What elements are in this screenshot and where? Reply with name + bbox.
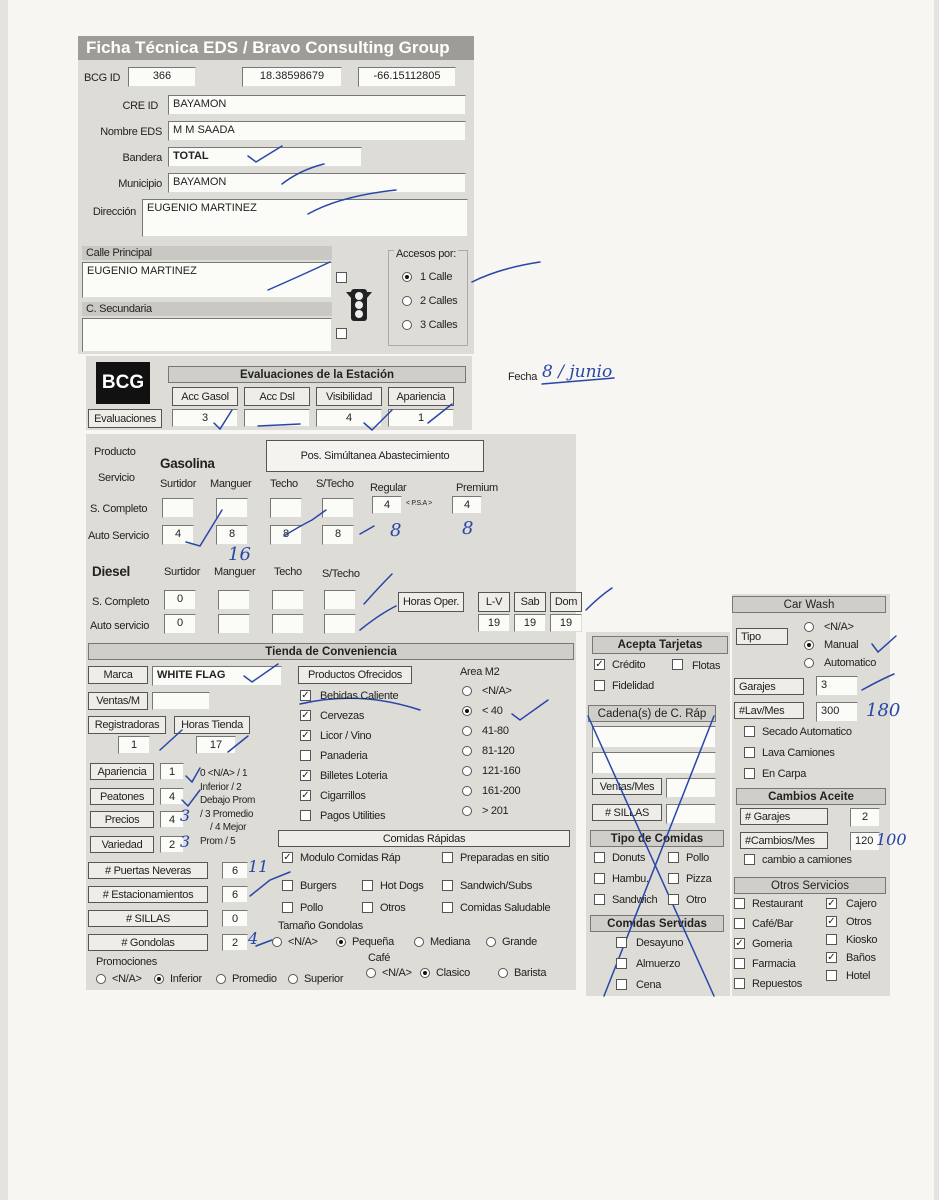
- cambios-mes-field[interactable]: 120: [850, 832, 880, 851]
- eval-acc-gasol-field[interactable]: 3: [172, 409, 238, 427]
- calle-principal-checkbox[interactable]: [336, 272, 347, 283]
- form-title: Ficha Técnica EDS / Bravo Consulting Group: [78, 36, 474, 60]
- nombre-eds-field[interactable]: M M SAADA: [168, 121, 466, 141]
- horas-sab-field[interactable]: 19: [514, 614, 546, 632]
- gasolina-title: Gasolina: [160, 456, 215, 471]
- producto-cervezas-checkbox[interactable]: ✓: [301, 710, 310, 721]
- traffic-light-icon: [346, 288, 372, 322]
- dsl-col-s-techo: S/Techo: [322, 568, 360, 580]
- car-wash-tipo-label: Tipo: [736, 628, 788, 645]
- producto-panaderia-label: Panaderia: [320, 750, 368, 762]
- otros-hotel-label: Hotel: [846, 970, 871, 982]
- acceso-3-radio[interactable]: [402, 320, 412, 330]
- cafe-option-label: <N/A>: [382, 967, 412, 979]
- otros-kiosko-label: Kiosko: [846, 934, 878, 946]
- cafe-option-label: Barista: [514, 967, 547, 979]
- precios-field[interactable]: 4: [160, 811, 184, 828]
- gas-col-manguer: Manguer: [210, 478, 252, 490]
- lava-camiones-checkbox[interactable]: [744, 747, 755, 758]
- gas-hw-premium: 8: [462, 518, 474, 539]
- gas-col-techo: Techo: [270, 478, 298, 490]
- tipo-otro-checkbox[interactable]: [668, 894, 679, 905]
- gondolas-field[interactable]: 2: [222, 934, 248, 951]
- comida-sandwich-subs-checkbox[interactable]: [442, 880, 453, 891]
- aceite-garajes-label: # Garajes: [740, 808, 828, 825]
- eval-visibilidad-field[interactable]: 4: [316, 409, 382, 427]
- producto-pagos-utilities-checkbox[interactable]: [300, 810, 311, 821]
- otros-kiosko-checkbox[interactable]: [826, 934, 837, 945]
- tipo-pizza-checkbox[interactable]: [668, 873, 679, 884]
- dsl-col-surtidor: Surtidor: [164, 566, 201, 578]
- ventas-m-field[interactable]: [152, 692, 210, 710]
- producto-cigarrillos-label: Cigarrillos: [320, 790, 366, 802]
- gondola-size-peque-a-radio[interactable]: [336, 937, 346, 947]
- promocion-label: Inferior: [170, 973, 202, 985]
- acepta-tarjetas-title: Acepta Tarjetas: [592, 636, 728, 654]
- comida-comidas-saludable-label: Comidas Saludable: [460, 902, 551, 914]
- horas-lv-field[interactable]: 19: [478, 614, 510, 632]
- gas-col-s-techo: S/Techo: [316, 478, 354, 490]
- bcg-id-label: BCG ID: [84, 72, 121, 84]
- producto-licor-vino-label: Licor / Vino: [320, 730, 372, 742]
- car-wash-na-radio[interactable]: [804, 622, 814, 632]
- dsl-as-manguer[interactable]: [218, 614, 250, 634]
- flotas-checkbox[interactable]: [672, 659, 683, 670]
- area-option-label: 81-120: [482, 745, 515, 757]
- tipo-sandwich-checkbox[interactable]: [594, 894, 605, 905]
- pos-simultanea-header: Pos. Simúltanea Abastecimiento: [266, 440, 484, 472]
- scale-line-5: / 4 Mejor: [210, 822, 247, 833]
- flotas-label: Flotas: [692, 660, 721, 672]
- eval-acc-gasol-header: Acc Gasol: [172, 387, 238, 406]
- gas-hw-regular: 8: [390, 520, 402, 541]
- area-option-label: <N/A>: [482, 685, 512, 697]
- otros-restaurant-checkbox[interactable]: [734, 898, 745, 909]
- gas-col-surtidor: Surtidor: [160, 478, 197, 490]
- gondola-size-label: Pequeña: [352, 936, 394, 948]
- gas-sc-surtidor[interactable]: [162, 498, 194, 518]
- promocion-label: Promedio: [232, 973, 277, 985]
- gas-auto-servicio-label: Auto Servicio: [88, 530, 149, 542]
- en-carpa-checkbox[interactable]: [744, 768, 755, 779]
- comidas-rapidas-header: Comidas Rápidas: [278, 830, 570, 847]
- peatones-field[interactable]: 4: [160, 788, 184, 805]
- ventas-m-label: Ventas/M: [88, 692, 148, 710]
- horas-dom-header: Dom: [550, 592, 582, 612]
- area-option-label: > 201: [482, 805, 509, 817]
- acceso-1-label: 1 Calle: [420, 271, 453, 283]
- puertas-neveras-field[interactable]: 6: [222, 862, 248, 879]
- scale-line-2: Inferior / 2: [200, 782, 242, 793]
- lav-mes-label: #Lav/Mes: [734, 702, 804, 719]
- c-secundaria-checkbox[interactable]: [336, 328, 347, 339]
- comidas-servidas-title: Comidas Servidas: [590, 915, 724, 932]
- cambios-mes-handwritten: 100: [876, 830, 907, 849]
- apariencia-label: Apariencia: [90, 763, 154, 780]
- psa-label: < P.S.A >: [406, 500, 432, 507]
- credito-label: Crédito: [612, 659, 646, 671]
- promocion-inferior-radio[interactable]: [154, 974, 164, 984]
- dsl-s-completo-label: S. Completo: [92, 596, 150, 608]
- comida-pollo-checkbox[interactable]: [282, 902, 293, 913]
- eval-apariencia-field[interactable]: 1: [388, 409, 454, 427]
- diesel-title: Diesel: [92, 564, 130, 579]
- area-40-radio[interactable]: [462, 706, 472, 716]
- horas-oper-button[interactable]: Horas Oper.: [398, 592, 464, 612]
- comida-otros-checkbox[interactable]: [362, 902, 373, 913]
- gas-s-completo-label: S. Completo: [90, 503, 148, 515]
- gondola-size-mediana-radio[interactable]: [414, 937, 424, 947]
- comida-hot-dogs-checkbox[interactable]: [362, 880, 373, 891]
- otros-restaurant-label: Restaurant: [752, 898, 803, 910]
- latitude-field[interactable]: 18.38598679: [242, 67, 342, 87]
- lava-camiones-label: Lava Camiones: [762, 747, 835, 759]
- dsl-sc-s-techo[interactable]: [324, 590, 356, 610]
- acceso-3-label: 3 Calles: [420, 319, 458, 331]
- variedad-handwritten: 3: [180, 832, 191, 851]
- comida-modulo-comidas-r-p-label: Modulo Comidas Ráp: [300, 852, 401, 864]
- area-option-label: 161-200: [482, 785, 521, 797]
- bcg-id-field[interactable]: 366: [128, 67, 196, 87]
- apariencia-field[interactable]: 1: [160, 763, 184, 780]
- dsl-sc-techo[interactable]: [272, 590, 304, 610]
- gas-hw-16: 16: [228, 544, 251, 565]
- fidelidad-label: Fidelidad: [612, 680, 654, 692]
- puertas-handwritten: 11: [248, 857, 269, 876]
- marca-field[interactable]: WHITE FLAG: [152, 666, 282, 686]
- car-wash-title: Car Wash: [732, 596, 886, 613]
- acceso-2-label: 2 Calles: [420, 295, 458, 307]
- dsl-as-techo[interactable]: [272, 614, 304, 634]
- sillas-field[interactable]: 0: [222, 910, 248, 927]
- area-option-label: 41-80: [482, 725, 509, 737]
- secado-checkbox[interactable]: [744, 726, 755, 737]
- tamano-gondolas-label: Tamaño Gondolas: [278, 920, 363, 932]
- promociones-label: Promociones: [96, 956, 157, 968]
- comida-burgers-checkbox[interactable]: [282, 880, 293, 891]
- servida-cena-checkbox[interactable]: [616, 979, 627, 990]
- lav-mes-handwritten: 180: [866, 700, 901, 721]
- car-wash-auto-label: Automatico: [824, 657, 877, 669]
- area-121-160-radio[interactable]: [462, 766, 472, 776]
- otros-farmacia-label: Farmacia: [752, 958, 796, 970]
- otros-otros-label: Otros: [846, 916, 872, 928]
- evaluaciones-row-label: Evaluaciones: [88, 409, 162, 428]
- producto-pagos-utilities-label: Pagos Utilities: [320, 810, 386, 822]
- comida-sandwich-subs-label: Sandwich/Subs: [460, 880, 532, 892]
- producto-billetes-loteria-checkbox[interactable]: ✓: [301, 770, 310, 781]
- tipo-otro-label: Otro: [686, 894, 707, 906]
- marca-label: Marca: [88, 666, 148, 684]
- producto-cervezas-label: Cervezas: [320, 710, 365, 722]
- car-wash-manual-label: Manual: [824, 639, 859, 651]
- car-wash-auto-radio[interactable]: [804, 658, 814, 668]
- area-201-radio[interactable]: [462, 806, 472, 816]
- tipo-comidas-title: Tipo de Comidas: [590, 830, 724, 847]
- fecha-handwritten: 8 / junio: [542, 362, 613, 382]
- en-carpa-label: En Carpa: [762, 768, 807, 780]
- tipo-sandwich-label: Sandwich: [612, 894, 658, 906]
- precios-handwritten: 3: [180, 806, 191, 825]
- dsl-sc-manguer[interactable]: [218, 590, 250, 610]
- tipo-pollo-label: Pollo: [686, 852, 709, 864]
- variedad-label: Variedad: [90, 836, 154, 853]
- otros-caf-bar-checkbox[interactable]: [734, 918, 745, 929]
- gas-sc-techo[interactable]: [270, 498, 302, 518]
- gas-sc-s-techo[interactable]: [322, 498, 354, 518]
- promocion-label: Superior: [304, 973, 344, 985]
- evaluaciones-title: Evaluaciones de la Estación: [168, 366, 466, 383]
- dsl-col-manguer: Manguer: [214, 566, 256, 578]
- car-wash-garajes-field[interactable]: 3: [816, 676, 858, 696]
- car-wash-manual-radio[interactable]: [804, 640, 814, 650]
- cafe-option-label: Clasico: [436, 967, 470, 979]
- area-41-80-radio[interactable]: [462, 726, 472, 736]
- tipo-pollo-checkbox[interactable]: [668, 852, 679, 863]
- area-option-label: 121-160: [482, 765, 521, 777]
- gondola-size-label: Mediana: [430, 936, 471, 948]
- otros-servicios-title: Otros Servicios: [734, 877, 886, 894]
- cafe-label: Café: [368, 952, 391, 964]
- car-wash-garajes-label: Garajes: [734, 678, 804, 695]
- tipo-hambu-label: Hambu.: [612, 873, 649, 885]
- gondola-size-label: <N/A>: [288, 936, 318, 948]
- otros-repuestos-checkbox[interactable]: [734, 978, 745, 989]
- fidelidad-checkbox[interactable]: [594, 680, 605, 691]
- horas-tienda-label: Horas Tienda: [174, 716, 250, 734]
- horas-dom-field[interactable]: 19: [550, 614, 582, 632]
- scale-line-6: Prom / 5: [200, 836, 236, 847]
- gondolas-label: # Gondolas: [88, 934, 208, 951]
- cadena-field-2[interactable]: [592, 752, 716, 774]
- estacionamientos-field[interactable]: 6: [222, 886, 248, 903]
- horas-lv-header: L-V: [478, 592, 510, 612]
- horas-sab-header: Sab: [514, 592, 546, 612]
- servida-desayuno-label: Desayuno: [636, 937, 684, 949]
- servida-almuerzo-label: Almuerzo: [636, 958, 681, 970]
- longitude-field[interactable]: -66.15112805: [358, 67, 456, 87]
- dsl-col-techo: Techo: [274, 566, 302, 578]
- registradoras-field[interactable]: 1: [118, 736, 150, 754]
- producto-billetes-loteria-label: Billetes Loteria: [320, 770, 388, 782]
- dsl-as-surtidor[interactable]: 0: [164, 614, 196, 634]
- area-161-200-radio[interactable]: [462, 786, 472, 796]
- tipo-donuts-label: Donuts: [612, 852, 646, 864]
- fecha-label: Fecha: [508, 371, 538, 383]
- area-81-120-radio[interactable]: [462, 746, 472, 756]
- direccion-label: Dirección: [92, 206, 136, 218]
- cadena-field-1[interactable]: [592, 726, 716, 748]
- variedad-field[interactable]: 2: [160, 836, 184, 853]
- premium-label: Premium: [456, 482, 498, 494]
- promocion-n-a-radio[interactable]: [96, 974, 106, 984]
- scale-line-1: 0 <N/A> / 1: [200, 768, 248, 779]
- area-m2-label: Area M2: [460, 666, 500, 678]
- aceite-garajes-field[interactable]: 2: [850, 808, 880, 827]
- otros-hotel-checkbox[interactable]: [826, 970, 837, 981]
- gondolas-handwritten: 4: [248, 929, 259, 948]
- sillas-label: # SILLAS: [88, 910, 208, 927]
- cambio-camiones-label: cambio a camiones: [762, 854, 852, 866]
- gondola-size-grande-radio[interactable]: [486, 937, 496, 947]
- dsl-as-s-techo[interactable]: [324, 614, 356, 634]
- gas-as-manguer[interactable]: 8: [216, 525, 248, 545]
- gas-sc-manguer[interactable]: [216, 498, 248, 518]
- otros-otros-checkbox[interactable]: ✓: [827, 916, 836, 927]
- tipo-hambu-checkbox[interactable]: [594, 873, 605, 884]
- premium-field[interactable]: 4: [452, 496, 482, 514]
- comida-hot-dogs-label: Hot Dogs: [380, 880, 424, 892]
- scale-line-3: Debajo Prom: [200, 795, 256, 806]
- producto-bebidas-caliente-checkbox[interactable]: ✓: [301, 690, 310, 701]
- tipo-pizza-label: Pizza: [686, 873, 712, 885]
- eval-visibilidad-header: Visibilidad: [316, 387, 382, 406]
- comida-preparadas-en-sitio-label: Preparadas en sitio: [460, 852, 550, 864]
- comida-preparadas-en-sitio-checkbox[interactable]: [442, 852, 453, 863]
- comida-comidas-saludable-checkbox[interactable]: [442, 902, 453, 913]
- regular-field[interactable]: 4: [372, 496, 402, 514]
- acceso-1-radio[interactable]: [402, 272, 412, 282]
- peatones-label: Peatones: [90, 788, 154, 805]
- producto-cigarrillos-checkbox[interactable]: ✓: [301, 790, 310, 801]
- producto-bebidas-caliente-label: Bebidas Caliente: [320, 690, 399, 702]
- servida-cena-label: Cena: [636, 979, 662, 991]
- direccion-field[interactable]: EUGENIO MARTINEZ: [142, 199, 468, 237]
- car-wash-na-label: <N/A>: [824, 621, 854, 633]
- bcg-logo: BCG: [96, 362, 150, 404]
- puertas-neveras-label: # Puertas Neveras: [88, 862, 208, 879]
- cadena-sillas-label: # SILLAS: [592, 804, 662, 821]
- otros-cajero-checkbox[interactable]: ✓: [827, 898, 836, 909]
- municipio-field[interactable]: BAYAMON: [168, 173, 466, 193]
- eval-apariencia-header: Apariencia: [388, 387, 454, 406]
- dsl-auto-servicio-label: Auto servicio: [90, 620, 150, 632]
- registradoras-label: Registradoras: [88, 716, 166, 734]
- gondola-size-n-a-radio[interactable]: [272, 937, 282, 947]
- promocion-superior-radio[interactable]: [288, 974, 298, 984]
- productos-ofrecidos-header: Productos Ofrecidos: [298, 666, 412, 684]
- eval-acc-dsl-field[interactable]: [244, 409, 310, 427]
- otros-cajero-label: Cajero: [846, 898, 877, 910]
- precios-label: Precios: [90, 811, 154, 828]
- comida-modulo-comidas-r-p-checkbox[interactable]: ✓: [283, 852, 292, 863]
- otros-ba-os-checkbox[interactable]: ✓: [827, 952, 836, 963]
- gas-as-surtidor[interactable]: 4: [162, 525, 194, 545]
- bandera-label: Bandera: [122, 152, 162, 164]
- otros-repuestos-label: Repuestos: [752, 978, 802, 990]
- gas-as-s-techo[interactable]: 8: [322, 525, 354, 545]
- cafe-n-a-radio[interactable]: [366, 968, 376, 978]
- comida-pollo-label: Pollo: [300, 902, 323, 914]
- estacionamientos-label: # Estacionamientos: [88, 886, 208, 903]
- cadena-ventas-field[interactable]: [666, 778, 716, 798]
- eval-acc-dsl-header: Acc Dsl: [244, 387, 310, 406]
- nombre-eds-label: Nombre EDS: [100, 126, 162, 138]
- otros-caf-bar-label: Café/Bar: [752, 918, 794, 930]
- producto-label: Producto: [94, 446, 136, 458]
- cambios-aceite-title: Cambios Aceite: [736, 788, 886, 805]
- producto-licor-vino-checkbox[interactable]: ✓: [301, 730, 310, 741]
- cre-id-label: CRE ID: [122, 100, 158, 112]
- horas-tienda-field[interactable]: 17: [196, 736, 236, 754]
- producto-panaderia-checkbox[interactable]: [300, 750, 311, 761]
- dsl-sc-surtidor[interactable]: 0: [164, 590, 196, 610]
- otros-gomeria-checkbox[interactable]: ✓: [735, 938, 744, 949]
- otros-gomeria-label: Gomeria: [752, 938, 793, 950]
- secado-label: Secado Automatico: [762, 726, 852, 738]
- bandera-field[interactable]: TOTAL: [168, 147, 362, 167]
- calle-principal-field[interactable]: EUGENIO MARTINEZ: [82, 262, 332, 298]
- accesos-label: Accesos por:: [396, 248, 456, 260]
- cre-id-field[interactable]: BAYAMON: [168, 95, 466, 115]
- credito-checkbox[interactable]: ✓: [595, 659, 604, 670]
- servida-desayuno-checkbox[interactable]: [616, 937, 627, 948]
- otros-farmacia-checkbox[interactable]: [734, 958, 745, 969]
- tienda-title: Tienda de Conveniencia: [88, 643, 574, 660]
- calle-principal-label: Calle Principal: [86, 247, 152, 259]
- regular-label: Regular: [370, 482, 407, 494]
- scale-line-4: / 3 Promedio: [200, 809, 254, 820]
- tipo-donuts-checkbox[interactable]: [594, 852, 605, 863]
- municipio-label: Municipio: [118, 178, 162, 190]
- cafe-barista-radio[interactable]: [498, 968, 508, 978]
- comida-burgers-label: Burgers: [300, 880, 337, 892]
- cambio-camiones-checkbox[interactable]: [744, 854, 755, 865]
- cambios-mes-label: #Cambios/Mes: [740, 832, 828, 849]
- servida-almuerzo-checkbox[interactable]: [616, 958, 627, 969]
- lav-mes-field[interactable]: 300: [816, 702, 858, 722]
- promocion-promedio-radio[interactable]: [216, 974, 226, 984]
- area-option-label: < 40: [482, 705, 503, 717]
- gas-as-techo[interactable]: 8: [270, 525, 302, 545]
- acceso-2-radio[interactable]: [402, 296, 412, 306]
- comida-otros-label: Otros: [380, 902, 406, 914]
- area-n-a-radio[interactable]: [462, 686, 472, 696]
- c-secundaria-field[interactable]: [82, 318, 332, 352]
- otros-ba-os-label: Baños: [846, 952, 876, 964]
- cadena-ventas-label: Ventas/Mes: [592, 778, 662, 795]
- c-secundaria-label: C. Secundaria: [86, 303, 152, 315]
- promocion-label: <N/A>: [112, 973, 142, 985]
- servicio-label: Servicio: [98, 472, 135, 484]
- cadena-sillas-field[interactable]: [666, 804, 716, 824]
- cafe-clasico-radio[interactable]: [420, 968, 430, 978]
- gondola-size-label: Grande: [502, 936, 537, 948]
- cadena-title: Cadena(s) de C. Ráp: [588, 705, 716, 722]
